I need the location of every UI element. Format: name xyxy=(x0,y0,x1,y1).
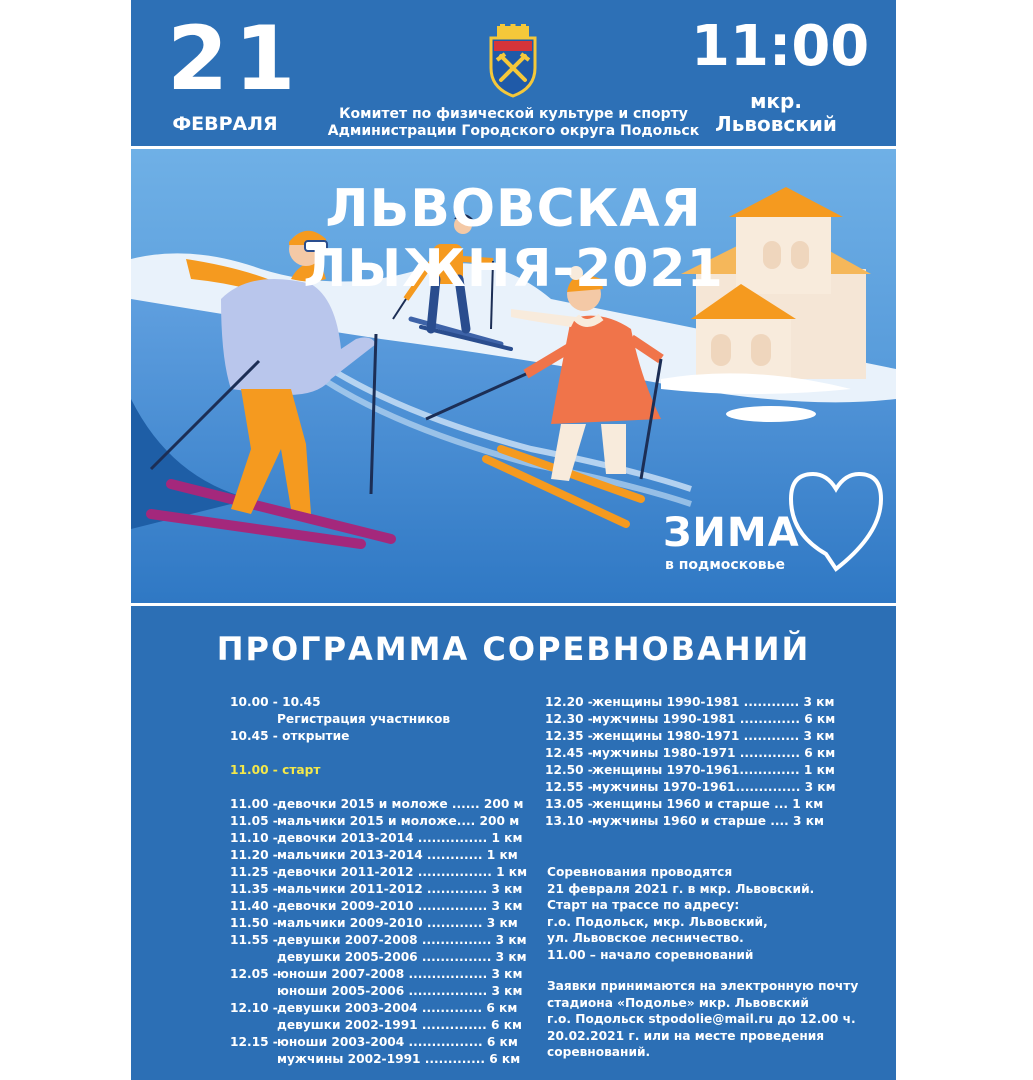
schedule-time: 13.05 - xyxy=(545,797,593,811)
schedule-row xyxy=(545,728,865,745)
schedule-time: 11.40 - xyxy=(230,899,278,913)
schedule-entry: юноши 2007-2008 ................. 3 км xyxy=(277,967,523,981)
application-info xyxy=(547,978,867,1061)
schedule-entry: девушки 2005-2006 ............... 3 км xyxy=(277,950,527,964)
schedule-entry: мужчины 1970-1961.............. 3 км xyxy=(592,780,836,794)
schedule-time: 12.45 - xyxy=(545,746,593,760)
schedule-time: 11.35 - xyxy=(230,882,278,896)
application-text: г.о. Подольск xyxy=(547,1012,649,1026)
event-info xyxy=(547,864,867,963)
event-place xyxy=(691,90,861,136)
schedule-row xyxy=(230,864,530,881)
email-link[interactable]: stpodolie@mail.ru xyxy=(648,1012,774,1026)
event-day: 21 xyxy=(167,7,302,110)
schedule-row xyxy=(230,915,530,932)
schedule-time: 12.10 - xyxy=(230,1001,278,1015)
zima-logo-text: ЗИМА xyxy=(663,510,800,556)
event-time: 11:00 xyxy=(691,14,870,79)
info-line: 11.00 – начало соревнований xyxy=(547,947,754,962)
schedule-entry: девочки 2009-2010 ............... 3 км xyxy=(277,899,523,913)
application-line: Заявки принимаются на электронную почту xyxy=(547,979,859,993)
schedule-time: 11.05 - xyxy=(230,814,278,828)
organizer-text xyxy=(321,106,706,140)
schedule-row xyxy=(230,932,530,949)
schedule-row xyxy=(545,762,865,779)
info-line: г.о. Подольск, мкр. Львовский, xyxy=(547,914,768,929)
schedule-row xyxy=(230,983,530,1000)
info-line: Старт на трассе по адресу: xyxy=(547,898,740,912)
schedule-time: 11.25 - xyxy=(230,865,278,879)
schedule-entry: девушки 2002-1991 .............. 6 км xyxy=(277,1018,522,1032)
registration-time: 10.00 - 10.45 xyxy=(230,695,321,709)
schedule-entry: мальчики 2009-2010 ............ 3 км xyxy=(277,916,518,930)
schedule-row xyxy=(230,1017,530,1034)
schedule-right-column xyxy=(545,694,865,830)
schedule-row xyxy=(545,711,865,728)
schedule-time: 11.55 - xyxy=(230,933,278,947)
schedule-left-column xyxy=(230,694,530,1068)
poster-header xyxy=(131,0,896,146)
event-month: ФЕВРАЛЯ xyxy=(172,113,278,135)
schedule-entry: мужчины 1990-1981 ............. 6 км xyxy=(592,712,836,726)
schedule-row xyxy=(545,796,865,813)
schedule-entry: женщины 1970-1961............. 1 км xyxy=(592,763,835,777)
schedule-entry: мальчики 2015 и моложе.... 200 м xyxy=(277,814,520,828)
schedule-time: 12.15 - xyxy=(230,1035,278,1049)
schedule-row xyxy=(230,898,530,915)
schedule-entry: мальчики 2011-2012 ............. 3 км xyxy=(277,882,523,896)
event-poster xyxy=(131,0,896,1080)
schedule-entry: женщины 1960 и старше ... 1 км xyxy=(592,797,824,811)
application-line: 20.02.2021 г. или на месте проведения xyxy=(547,1028,825,1043)
schedule-row xyxy=(230,1051,530,1068)
application-text: до 12.00 ч. xyxy=(773,1012,856,1026)
schedule-row xyxy=(230,796,530,813)
schedule-entry: мужчины 1960 и старше .... 3 км xyxy=(592,814,824,828)
schedule-row xyxy=(545,813,865,830)
place-line-1: мкр. xyxy=(750,89,802,113)
start-line: 11.00 - старт xyxy=(230,763,321,777)
registration-label: Регистрация участников xyxy=(277,712,451,726)
schedule-time: 13.10 - xyxy=(545,814,593,828)
schedule-row xyxy=(545,779,865,796)
schedule-row xyxy=(230,1000,530,1017)
schedule-entry: юноши 2005-2006 ................. 3 км xyxy=(277,984,523,998)
schedule-entry: мальчики 2013-2014 ............ 1 км xyxy=(277,848,518,862)
podolsk-coat-of-arms-icon xyxy=(483,24,543,98)
schedule-entry: девушки 2007-2008 ............... 3 км xyxy=(277,933,527,947)
schedule-entry: девочки 2013-2014 ............... 1 км xyxy=(277,831,523,845)
schedule-row xyxy=(230,847,530,864)
organizer-line-1: Комитет по физической культуре и спорту xyxy=(339,106,688,122)
application-line: соревнований. xyxy=(547,1045,651,1059)
schedule-row xyxy=(545,745,865,762)
schedule-entry: юноши 2003-2004 ................ 6 км xyxy=(277,1035,518,1049)
schedule-entry: девушки 2003-2004 ............. 6 км xyxy=(277,1001,518,1015)
schedule-time: 12.20 - xyxy=(545,695,593,709)
schedule-time: 12.50 - xyxy=(545,763,593,777)
info-line: ул. Львовское лесничество. xyxy=(547,931,744,945)
program-section xyxy=(131,606,896,1080)
application-line xyxy=(547,1011,867,1028)
schedule-time: 12.35 - xyxy=(545,729,593,743)
hero-illustration xyxy=(131,149,896,603)
schedule-row xyxy=(230,830,530,847)
schedule-row xyxy=(230,1034,530,1051)
place-line-2: Львовский xyxy=(715,112,837,136)
schedule-row xyxy=(230,949,530,966)
schedule-row xyxy=(545,694,865,711)
application-line: стадиона «Подолье» мкр. Львовский xyxy=(547,995,809,1010)
schedule-entry: мужчины 2002-1991 ............. 6 км xyxy=(277,1052,521,1066)
organizer-line-2: Администрации Городского округа Подольск xyxy=(327,123,700,139)
schedule-time: 12.30 - xyxy=(545,712,593,726)
opening-line: 10.45 - открытие xyxy=(230,729,350,743)
program-title: ПРОГРАММА СОРЕВНОВАНИЙ xyxy=(216,630,811,668)
schedule-entry: девочки 2015 и моложе ...... 200 м xyxy=(277,797,524,811)
schedule-time: 12.55 - xyxy=(545,780,593,794)
schedule-entry: женщины 1980-1971 ............ 3 км xyxy=(592,729,835,743)
schedule-entry: женщины 1990-1981 ............ 3 км xyxy=(592,695,835,709)
schedule-row xyxy=(230,813,530,830)
schedule-row xyxy=(230,881,530,898)
schedule-time: 11.50 - xyxy=(230,916,278,930)
event-title: ЛЬВОВСКАЯ ЛЫЖНЯ-2021 xyxy=(303,179,724,299)
schedule-row xyxy=(230,966,530,983)
schedule-time: 11.00 - xyxy=(230,797,278,811)
info-line: Соревнования проводятся xyxy=(547,865,733,879)
schedule-time: 11.10 - xyxy=(230,831,278,845)
info-line: 21 февраля 2021 г. в мкр. Львовский. xyxy=(547,881,815,896)
schedule-entry: мужчины 1980-1971 ............. 6 км xyxy=(592,746,836,760)
zima-logo-subtitle: в подмосковье xyxy=(665,557,786,573)
schedule-entry: девочки 2011-2012 ................ 1 км xyxy=(277,865,528,879)
schedule-time: 11.20 - xyxy=(230,848,278,862)
schedule-time: 12.05 - xyxy=(230,967,278,981)
